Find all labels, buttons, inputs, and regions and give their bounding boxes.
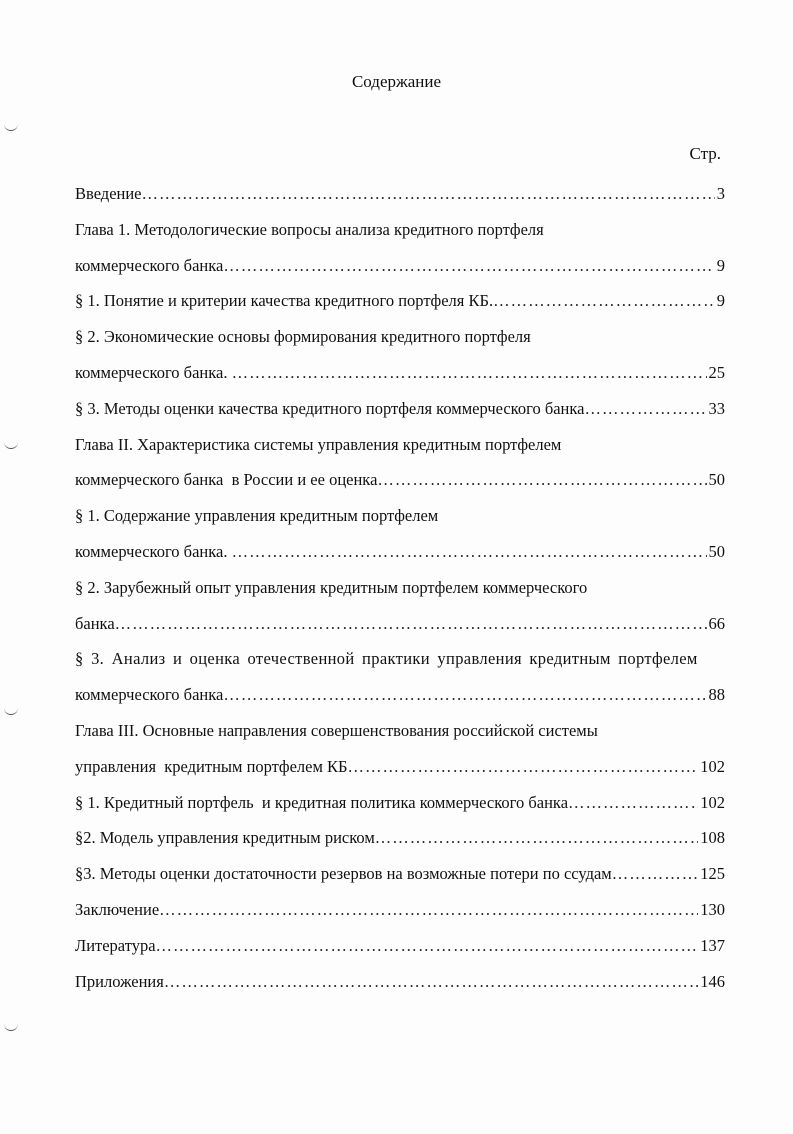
toc-leader-dots — [612, 856, 699, 892]
scan-margin-mark — [4, 706, 18, 715]
toc-entry-text: коммерческого банка — [75, 685, 224, 705]
toc-entry-text: §2. Модель управления кредитным риском — [75, 828, 375, 848]
page-title: Содержание — [351, 72, 442, 91]
toc-entry-text: § 1. Содержание управления кредитным портфелем — [75, 506, 439, 526]
toc-page-number: 146 — [700, 971, 725, 991]
toc-entry — [75, 641, 725, 677]
toc-entry — [75, 964, 725, 1000]
toc-entry-text: Заключение — [75, 899, 160, 919]
toc-page-number: 66 — [708, 613, 725, 633]
toc-entry-text: § 1. Кредитный портфель и кредитная политика коммерческого банка — [75, 792, 569, 812]
toc-entry-text: банка — [75, 613, 115, 633]
toc-page-number: 137 — [700, 935, 725, 955]
toc-page-number: 102 — [700, 756, 725, 776]
toc-entry — [75, 606, 725, 642]
toc-entry — [75, 749, 725, 785]
toc-entry-text: Глава 1. Методологические вопросы анализа кредитного портфеля — [75, 219, 544, 239]
toc-page-number: 125 — [700, 864, 725, 884]
toc-entry — [75, 176, 725, 212]
toc-leader-dots — [584, 391, 706, 427]
toc-entry — [75, 928, 725, 964]
toc-leader-dots — [142, 176, 715, 212]
table-of-contents — [75, 176, 725, 999]
toc-entry-text: Введение — [75, 184, 142, 203]
toc-entry — [75, 498, 725, 534]
toc-entry — [75, 355, 725, 391]
scan-margin-mark — [4, 1022, 18, 1031]
toc-leader-dots — [223, 248, 714, 284]
toc-entry — [75, 713, 725, 749]
toc-entry-text: Приложения — [75, 971, 164, 991]
toc-entry — [75, 677, 725, 713]
page-column-label: Стр. — [689, 144, 721, 163]
toc-page-number: 50 — [708, 541, 725, 561]
toc-entry — [75, 570, 725, 606]
toc-page-number: 88 — [708, 685, 725, 705]
toc-entry — [75, 283, 725, 319]
toc-page-number: 33 — [708, 398, 725, 418]
toc-entry — [75, 892, 725, 928]
toc-entry-text: § 2. Экономические основы формирования кредитного портфеля — [75, 327, 531, 347]
toc-leader-dots — [115, 606, 707, 642]
toc-entry-text: управления кредитным портфелем КБ — [75, 756, 348, 776]
toc-leader-dots — [156, 928, 699, 964]
toc-entry-text: § 2. Зарубежный опыт управления кредитным портфелем коммерческого — [75, 577, 588, 597]
toc-leader-dots — [375, 820, 698, 856]
toc-leader-dots — [377, 462, 706, 498]
toc-entry-text: коммерческого банка в России и ее оценка — [75, 470, 378, 490]
toc-entry-text: § 3. Методы оценки качества кредитного портфеля коммерческого банка — [75, 398, 585, 418]
toc-entry — [75, 534, 725, 570]
toc-entry — [75, 391, 725, 427]
toc-entry-text: коммерческого банка. — [75, 362, 232, 382]
toc-leader-dots — [232, 355, 707, 391]
toc-page-number: 102 — [700, 792, 725, 812]
toc-page-number: 3 — [716, 184, 725, 203]
toc-entry-text: коммерческого банка — [75, 255, 224, 275]
toc-leader-dots — [493, 283, 715, 319]
toc-entry-text: §3. Методы оценки достаточности резервов на возможные потери по ссудам — [75, 864, 612, 884]
toc-entry-text: коммерческого банка. — [75, 541, 232, 561]
toc-entry-text: § 3. Анализ и оценка отечественной практики управления кредитным портфелем — [75, 649, 698, 669]
toc-entry-text: Глава II. Характеристика системы управления кредитным портфелем — [75, 434, 562, 454]
toc-page-number: 108 — [700, 828, 725, 848]
toc-entry — [75, 319, 725, 355]
toc-leader-dots — [568, 785, 698, 821]
toc-page-number: 9 — [716, 291, 725, 311]
toc-entry — [75, 856, 725, 892]
toc-leader-dots — [164, 964, 698, 1000]
toc-entry-text: Глава III. Основные направления совершенствования российской системы — [75, 720, 598, 740]
toc-entry — [75, 212, 725, 248]
toc-page-number: 50 — [708, 470, 725, 490]
scan-margin-mark — [4, 440, 18, 449]
toc-page-number: 9 — [716, 255, 725, 275]
toc-leader-dots — [232, 534, 707, 570]
toc-leader-dots — [159, 892, 698, 928]
toc-entry — [75, 785, 725, 821]
toc-entry-text: § 1. Понятие и критерии качества кредитного портфеля КБ. — [75, 291, 494, 311]
toc-entry — [75, 820, 725, 856]
toc-entry — [75, 427, 725, 463]
toc-entry-text: Литература — [75, 935, 156, 955]
toc-leader-dots — [348, 749, 699, 785]
toc-entry — [75, 248, 725, 284]
toc-leader-dots — [223, 677, 706, 713]
toc-page-number: 25 — [708, 362, 725, 382]
toc-entry — [75, 462, 725, 498]
toc-page-number: 130 — [700, 899, 725, 919]
scan-margin-mark — [4, 122, 18, 131]
